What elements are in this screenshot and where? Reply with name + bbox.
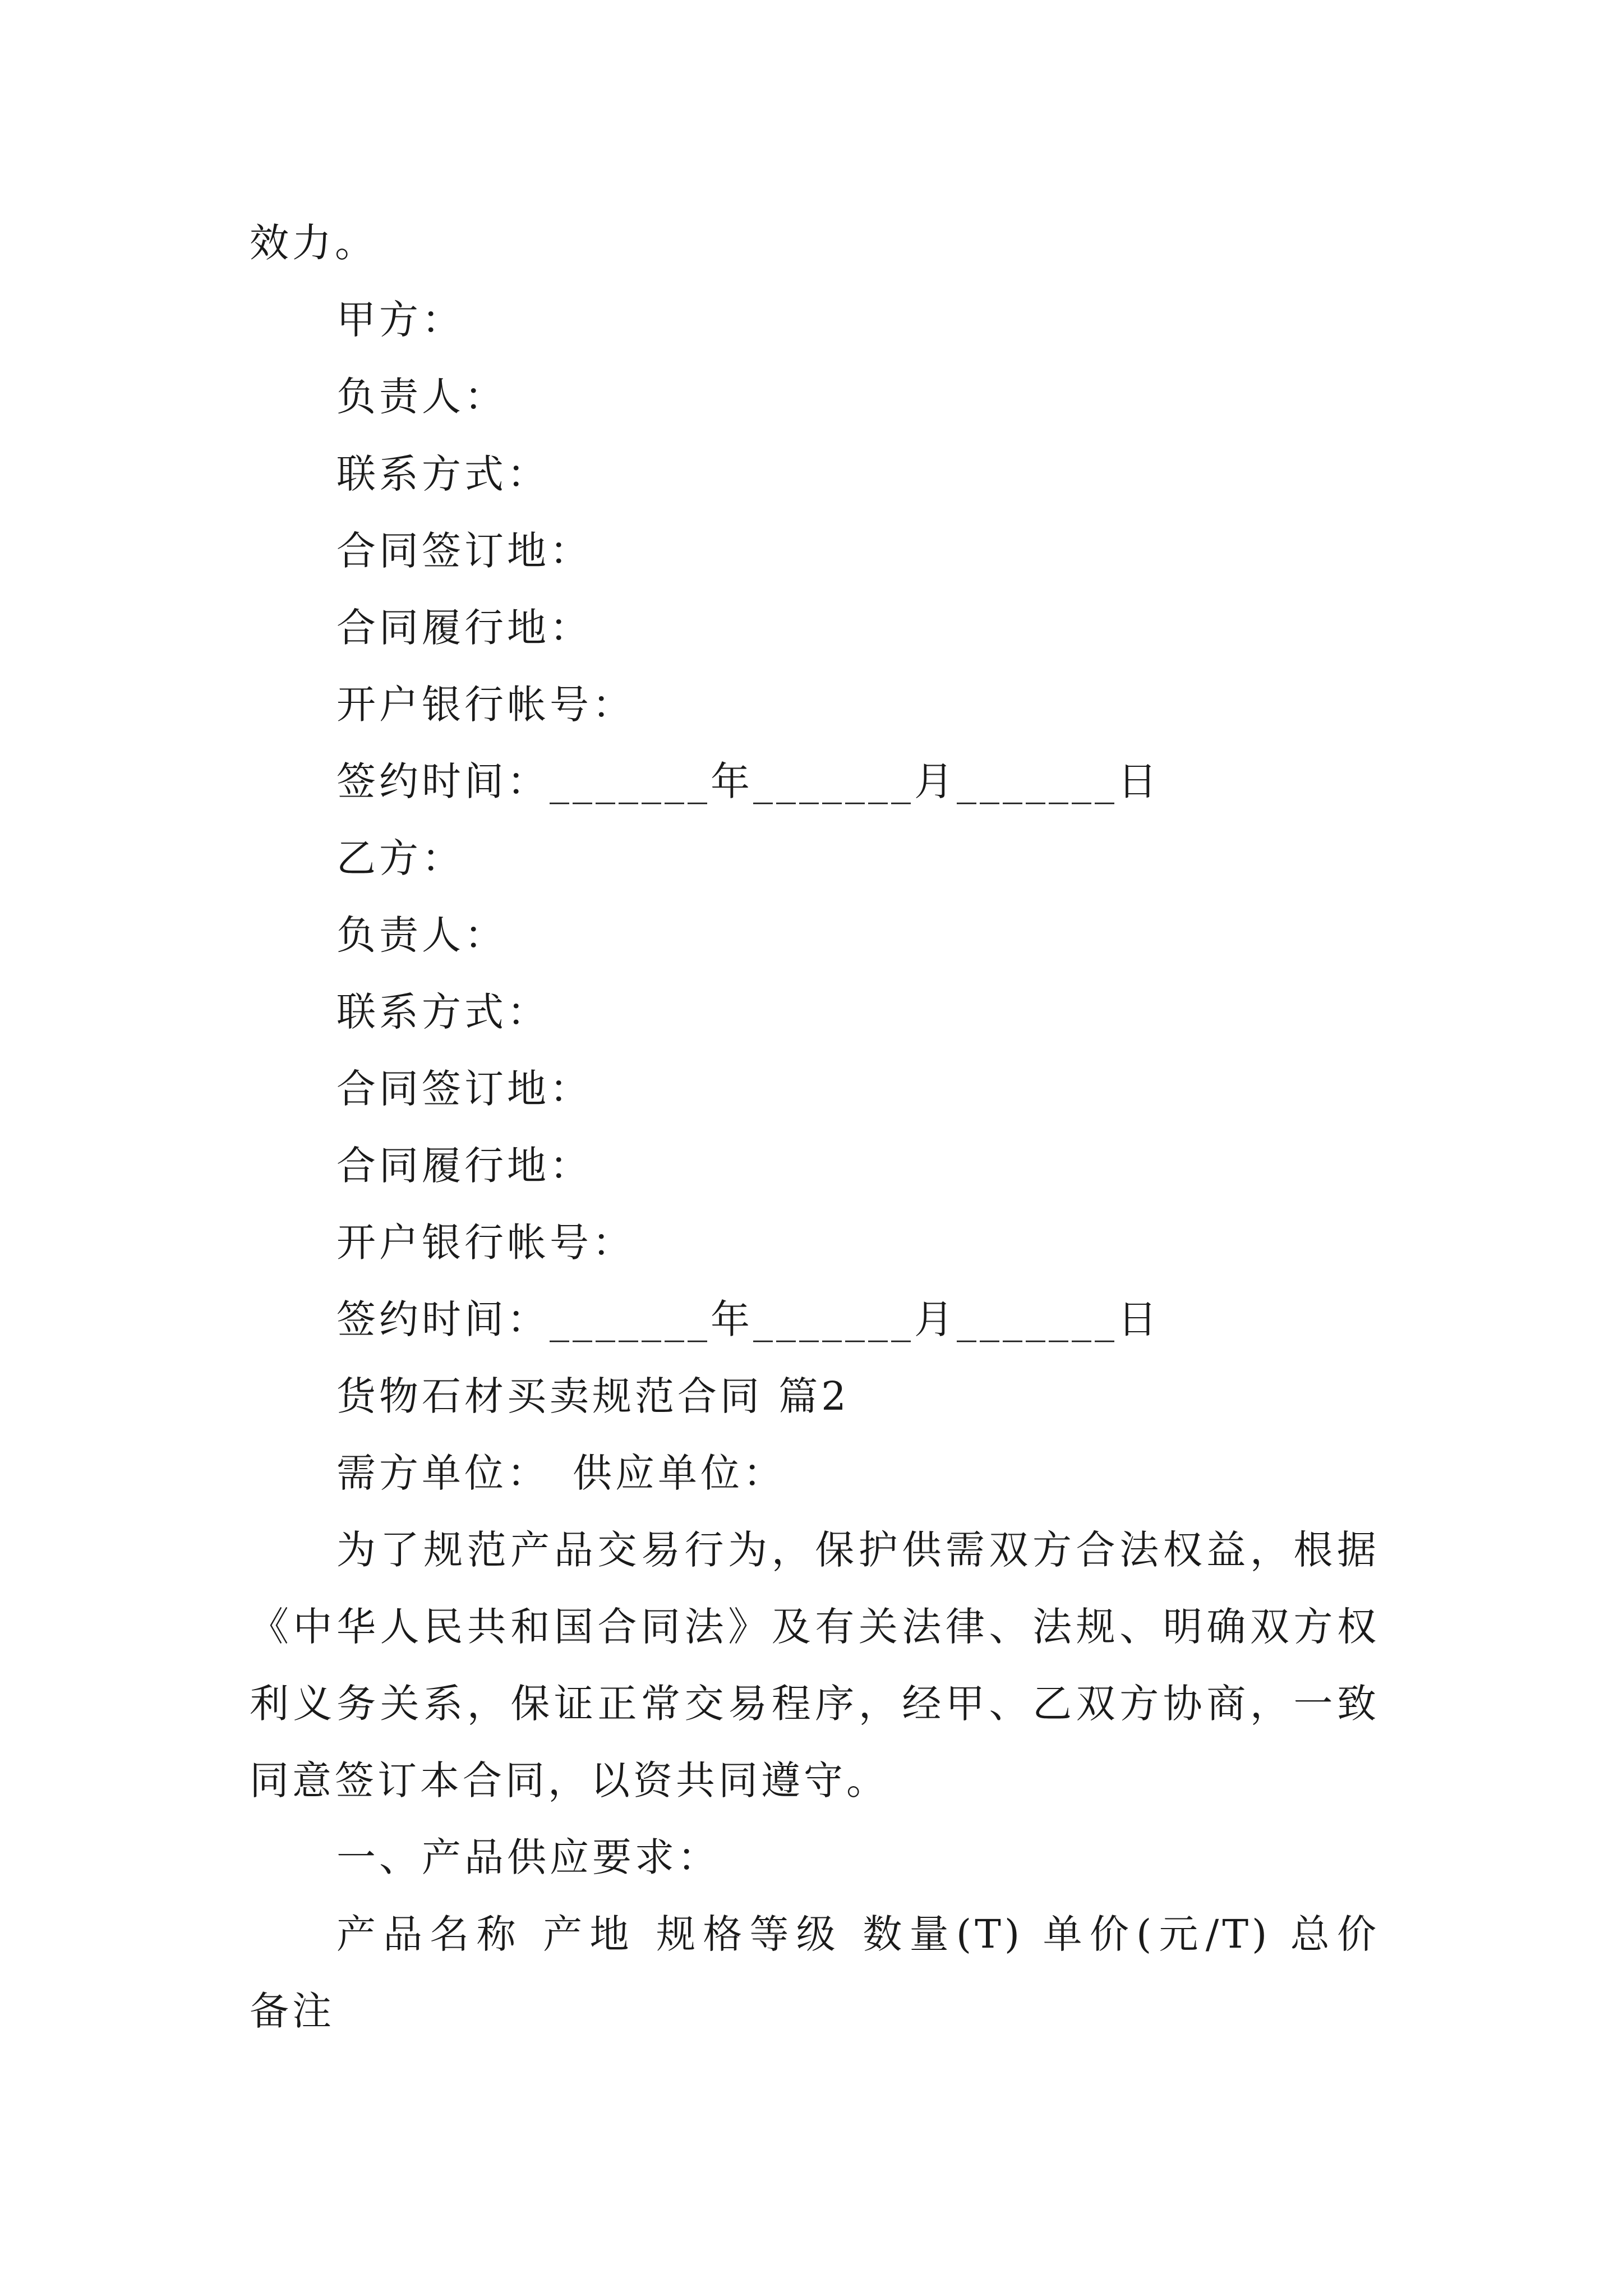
paragraph-line: 同意签订本合同，以资共同遵守。 <box>250 1757 889 1803</box>
text-line: 乙方： <box>336 835 464 881</box>
text-line: 合同履行地： <box>336 605 592 651</box>
text-line: 合同签订地： <box>336 528 592 574</box>
section-heading: 货物石材买卖规范合同 篇2 <box>336 1373 850 1419</box>
paragraph-line: 《中华人民共和国合同法》及有关法律、法规、明确双方权 <box>250 1604 1380 1650</box>
text-line: 开户银行帐号： <box>336 1220 635 1266</box>
text-line: 联系方式： <box>336 451 550 497</box>
text-line: 一、产品供应要求： <box>336 1834 720 1880</box>
text-line: 备注 <box>250 1988 335 2034</box>
text-line: 效力。 <box>250 220 377 266</box>
text-line: 产品名称 产地 规格等级 数量(T) 单价(元/T) 总价 <box>336 1911 1380 1957</box>
paragraph-line: 为了规范产品交易行为，保护供需双方合法权益，根据 <box>336 1527 1380 1573</box>
text-line: 签约时间：_______年_______月_______日 <box>336 1296 1160 1342</box>
text-line: 联系方式： <box>336 989 550 1035</box>
paragraph-line: 利义务关系，保证正常交易程序，经甲、乙双方协商，一致 <box>250 1681 1380 1727</box>
text-line: 甲方： <box>336 297 464 343</box>
text-line: 负责人： <box>336 374 507 420</box>
text-line: 需方单位： 供应单位： <box>336 1450 786 1496</box>
text-line: 合同履行地： <box>336 1143 592 1189</box>
text-line: 合同签订地： <box>336 1066 592 1112</box>
text-line: 开户银行帐号： <box>336 682 635 728</box>
text-line: 负责人： <box>336 912 507 958</box>
text-line: 签约时间：_______年_______月_______日 <box>336 758 1160 804</box>
